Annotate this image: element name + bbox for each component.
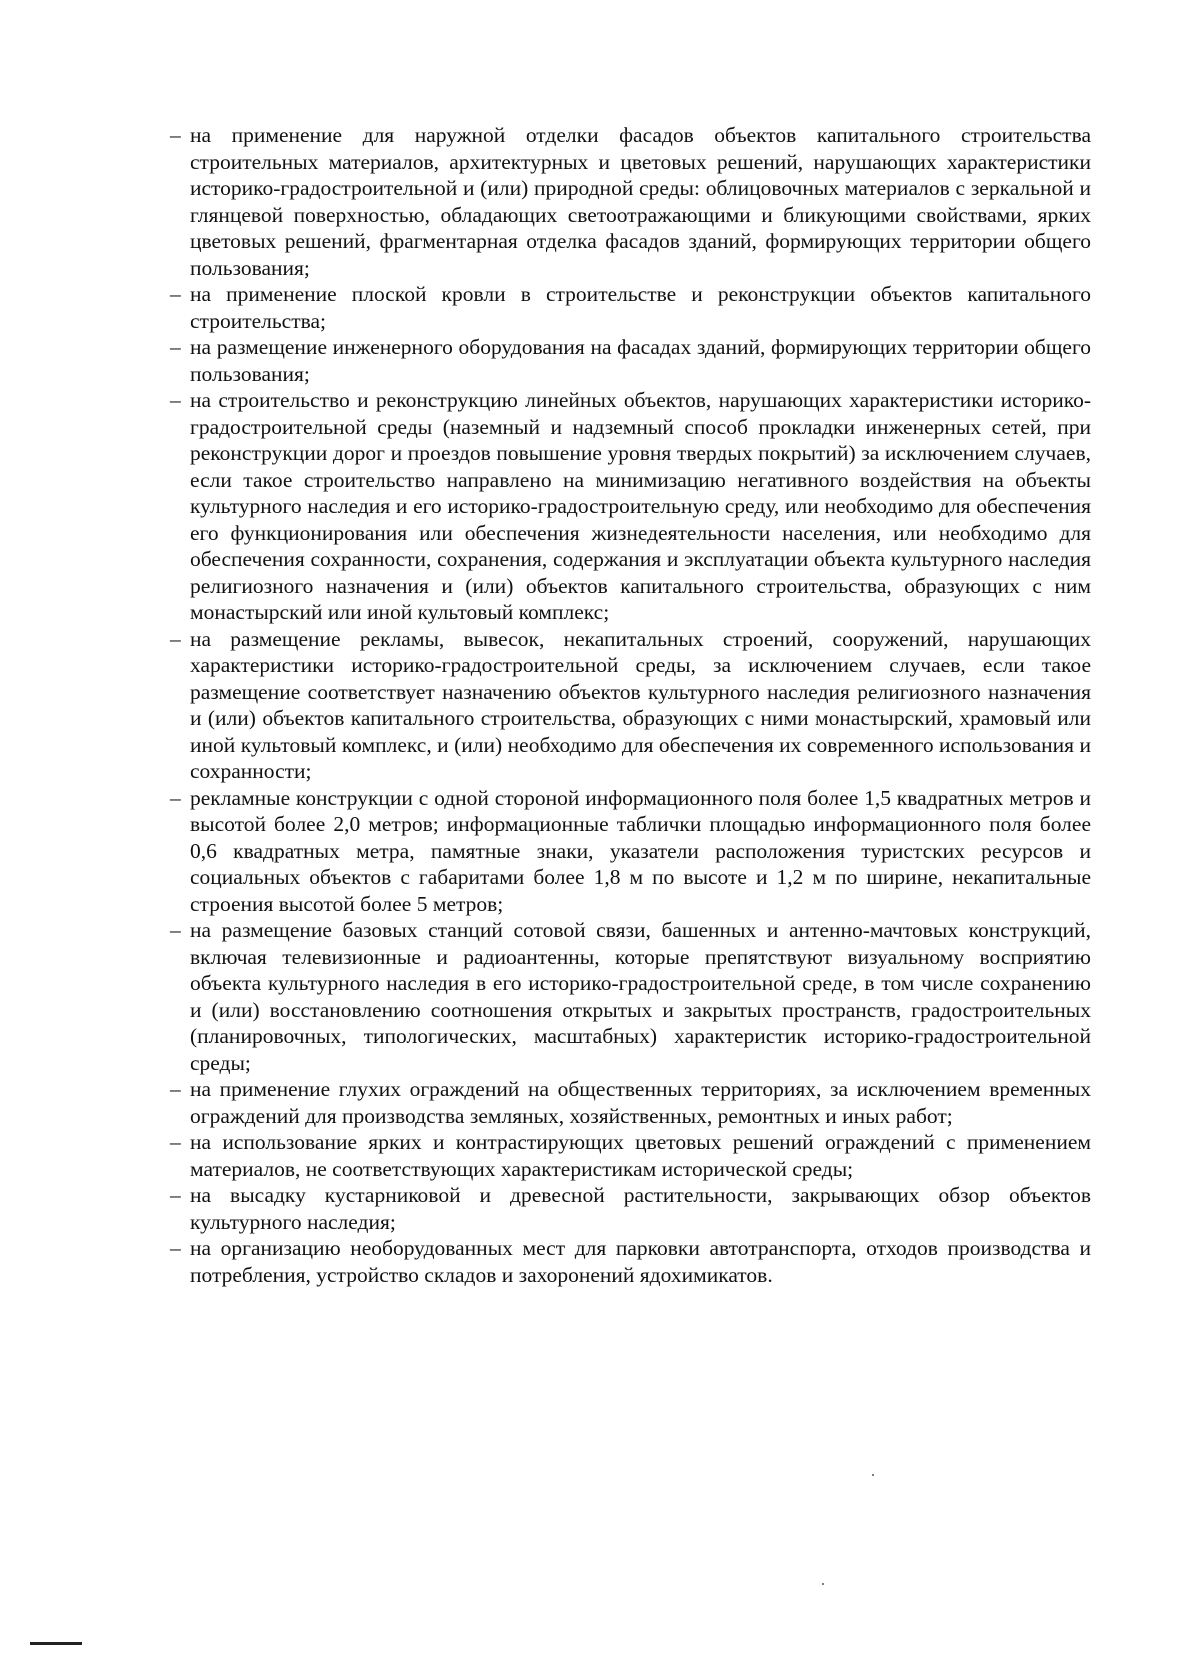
list-item-text: на организацию необорудованных мест для парковки автотранспорта, отходов производства и потребления, устройство складов и захоронений ядохимикатов. — [190, 1236, 1091, 1287]
list-item — [170, 122, 1091, 281]
list-item — [170, 1129, 1091, 1182]
list-item — [170, 917, 1091, 1076]
list-item-text: на размещение базовых станций сотовой связи, башенных и антенно-мачтовых конструкций, включая телевизионные и радиоантенны, которые препятствуют визуальному восприятию объекта культурного наследия в его историко-градостроительной среде, в том числе сохранению и (или) восстановлению соотношения открытых и закрытых пространств, градостроительных (планировочных, типологических, масштабных) характеристик историко-градостроительной среды; — [190, 918, 1091, 1075]
list-item — [170, 334, 1091, 387]
list-dash: – — [170, 1236, 181, 1260]
list-dash: – — [170, 1183, 181, 1207]
list-item — [170, 1235, 1091, 1288]
list-item — [170, 626, 1091, 785]
list-item — [170, 1182, 1091, 1235]
list-item-text: на размещение инженерного оборудования на фасадах зданий, формирующих территории общего пользования; — [190, 335, 1091, 386]
scan-speck — [822, 1583, 824, 1585]
list-dash: – — [170, 1130, 181, 1154]
restrictions-list — [170, 122, 1091, 1288]
list-item-text: на строительство и реконструкцию линейных объектов, нарушающих характеристики историко-градостроительной среды (наземный и надземный способ прокладки инженерных сетей, при реконструкции дорог и проездов повышение уровня твердых покрытий) за исключением случаев, если такое строительство направлено на минимизацию негативного воздействия на объекты культурного наследия и его историко-градостроительную среду, или необходимо для обеспечения его функционирования или обеспечения жизнедеятельности населения, или необходимо для обеспечения сохранности, сохранения, содержания и эксплуатации объекта культурного наследия религиозного назначения и (или) объектов капитального строительства, образующих с ним монастырский или иной культовый комплекс; — [190, 388, 1091, 624]
list-dash: – — [170, 626, 181, 651]
list-item-text: на применение плоской кровли в строительстве и реконструкции объектов капитального строительства; — [190, 282, 1091, 333]
list-item — [170, 1076, 1091, 1129]
list-item-text: на использование ярких и контрастирующих цветовых решений ограждений с применением материалов, не соответствующих характеристикам исторической среды; — [190, 1130, 1091, 1181]
list-item-text: на высадку кустарниковой и древесной растительности, закрывающих обзор объектов культурного наследия; — [190, 1183, 1091, 1234]
list-dash: – — [170, 123, 181, 147]
list-item — [170, 387, 1091, 626]
list-dash: – — [170, 388, 181, 412]
list-dash: – — [170, 282, 181, 306]
list-item-text: на применение глухих ограждений на общественных территориях, за исключением временных ограждений для производства земляных, хозяйственных, ремонтных и иных работ; — [190, 1077, 1091, 1128]
scan-speck — [872, 1474, 874, 1476]
list-dash: – — [170, 785, 181, 810]
list-dash: – — [170, 335, 181, 359]
list-dash: – — [170, 1077, 181, 1101]
scan-edge-mark — [30, 1642, 82, 1645]
list-item — [170, 281, 1091, 334]
list-item-text: на применение для наружной отделки фасадов объектов капитального строительства строительных материалов, архитектурных и цветовых решений, нарушающих характеристики историко-градостроительной и (или) природной среды: облицовочных материалов с зеркальной и глянцевой поверхностью, обладающих светоотражающими и бликующими свойствами, ярких цветовых решений, фрагментарная отделка фасадов зданий, формирующих территории общего пользования; — [190, 123, 1091, 280]
list-item — [170, 785, 1091, 918]
list-item-text: рекламные конструкции с одной стороной информационного поля более 1,5 квадратных метров и высотой более 2,0 метров; информационные таблички площадью информационного поля более 0,6 квадратных метра, памятные знаки, указатели расположения туристских ресурсов и социальных объектов с габаритами более 1,8 м по высоте и 1,2 м по ширине, некапитальные строения высотой более 5 метров; — [190, 785, 1091, 916]
list-dash: – — [170, 918, 181, 942]
list-item-text: на размещение рекламы, вывесок, некапитальных строений, сооружений, нарушающих характеристики историко-градостроительной среды, за исключением случаев, если такое размещение соответствует назначению объектов культурного наследия религиозного назначения и (или) объектов капитального строительства, образующих с ними монастырский, храмовый или иной культовый комплекс, и (или) необходимо для обеспечения их современного использования и сохранности; — [190, 626, 1091, 783]
